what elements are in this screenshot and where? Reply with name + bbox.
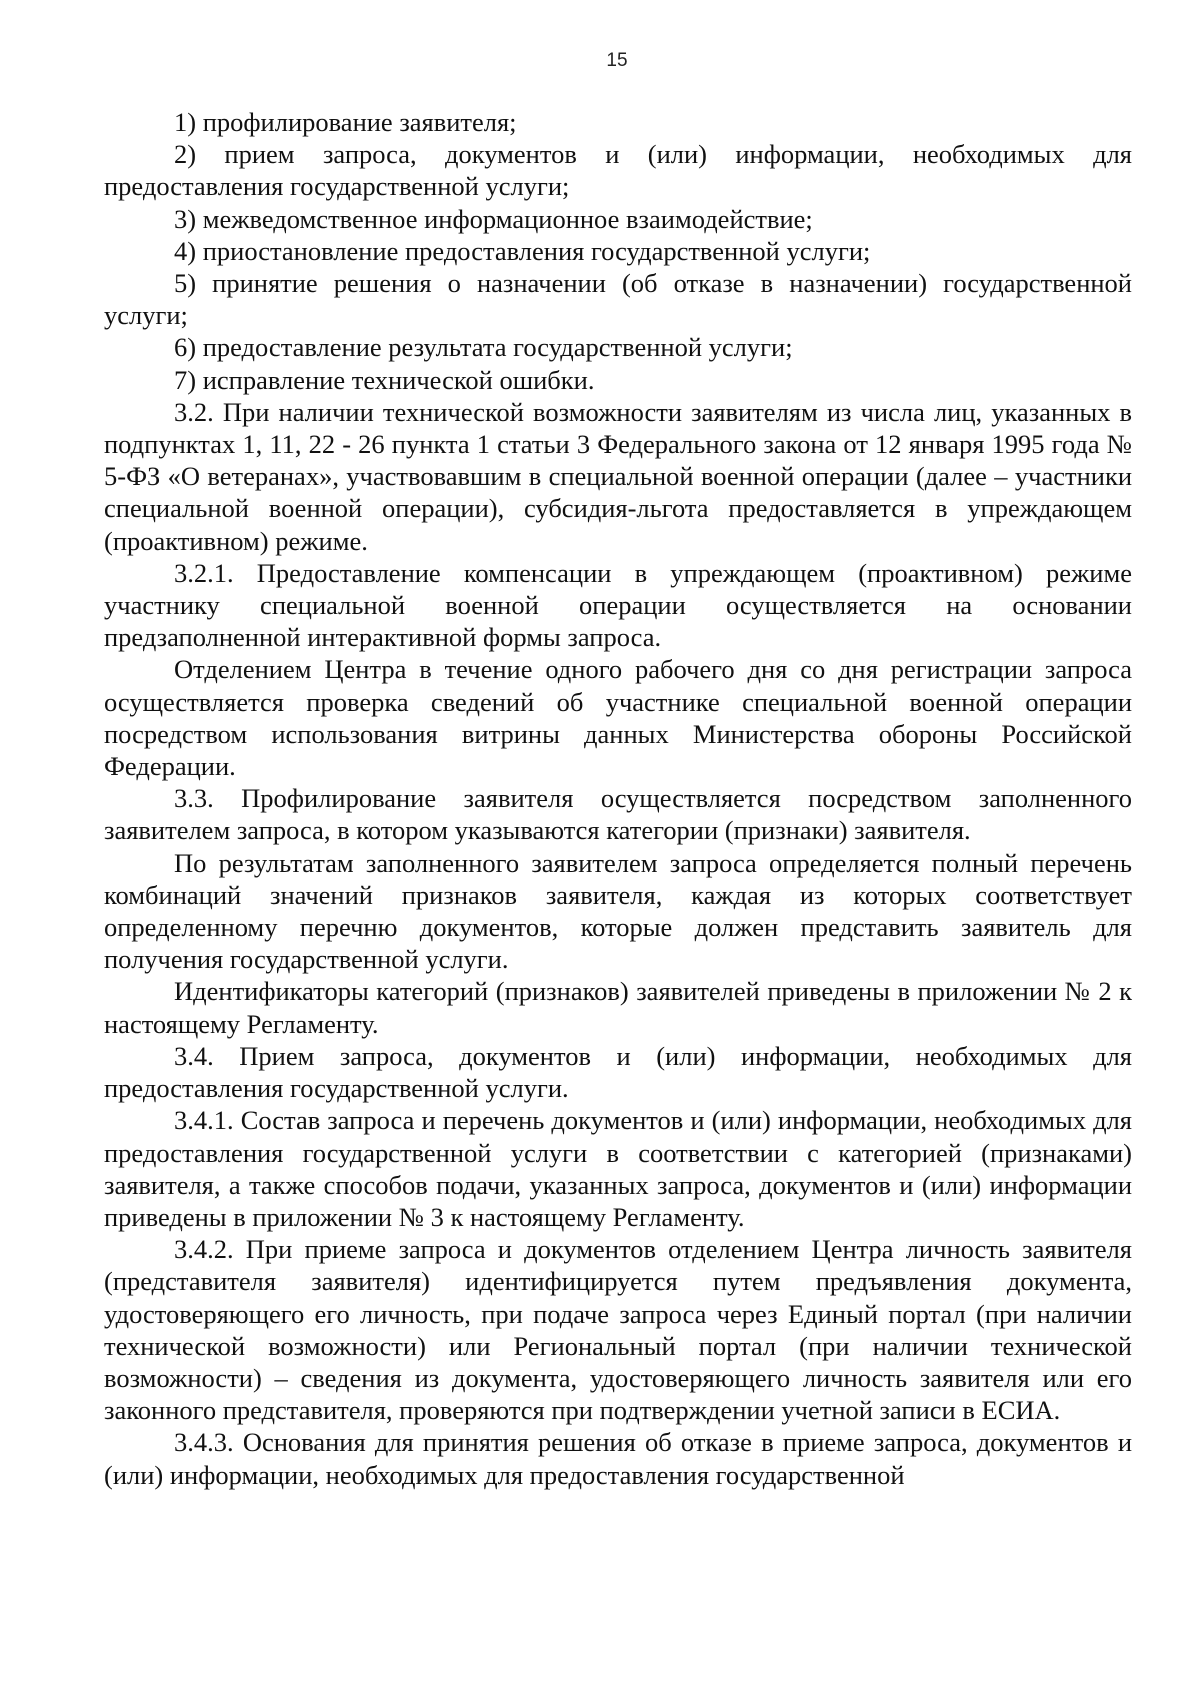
paragraph-item-4: 4) приостановление предоставления государственной услуги;	[174, 235, 871, 266]
page-number: 15	[606, 50, 628, 71]
paragraph-item-5: 5) принятие решения о назначении (об отказе в назначении) государственной услуги;	[104, 268, 1132, 331]
paragraph-3-2-1: 3.2.1. Предоставление компенсации в упреждающем (проактивном) режиме участнику специальной военной операции осуществляется на основании предзаполненной интерактивной формы запроса.	[104, 557, 1132, 653]
paragraph-3-3: 3.3. Профилирование заявителя осуществляется посредством заполненного заявителем запроса, в котором указываются категории (признаки) заявителя.	[104, 783, 1132, 846]
paragraph-item-2: 2) прием запроса, документов и (или) информации, необходимых для предоставления государственной услуги;	[104, 139, 1132, 202]
paragraph-item-3: 3) межведомственное информационное взаимодействие;	[174, 203, 813, 234]
paragraph-3-4-1: 3.4.1. Состав запроса и перечень документов и (или) информации, необходимых для предоставления государственной услуги в соответствии с категорией (признаками) заявителя, а также способов подачи, указанных запроса, документов и (или) информации приведены в приложении № 3 к настоящему Регламенту.	[104, 1105, 1132, 1232]
paragraph-3-4-2: 3.4.2. При приеме запроса и документов отделением Центра личность заявителя (представителя заявителя) идентифицируется путем предъявления документа, удостоверяющего его личность, при подаче запроса через Единый портал (при наличии технической возможности) или Региональный портал (при наличии технической возможности) – сведения из документа, удостоверяющего личность заявителя или его законного представителя, проверяются при подтверждении учетной записи в ЕСИА.	[104, 1234, 1132, 1426]
document-body	[104, 106, 1132, 1491]
paragraph-item-1: 1) профилирование заявителя;	[174, 107, 517, 137]
paragraph-results: По результатам заполненного заявителем запроса определяется полный перечень комбинаций значений признаков заявителя, каждая из которых соответствует определенному перечню документов, которые должен представить заявитель для получения государственной услуги.	[104, 847, 1132, 975]
paragraph-item-7: 7) исправление технической ошибки.	[174, 364, 595, 395]
paragraph-3-4: 3.4. Прием запроса, документов и (или) информации, необходимых для предоставления государственной услуги.	[104, 1040, 1132, 1104]
paragraph-verification: Отделением Центра в течение одного рабочего дня со дня регистрации запроса осуществляется проверка сведений об участнике специальной военной операции посредством использования витрины данных Министерства обороны Российской Федерации.	[104, 654, 1132, 782]
paragraph-3-2: 3.2. При наличии технической возможности заявителям из числа лиц, указанных в подпунктах 1, 11, 22 - 26 пункта 1 статьи 3 Федерального закона от 12 января 1995 года № 5-ФЗ «О ветеранах», участвовавшим в специальной военной операции (далее – участники специальной военной операции), субсидия-льгота предоставляется в упреждающем (проактивном) режиме.	[104, 396, 1132, 556]
paragraph-identifiers: Идентификаторы категорий (признаков) заявителей приведены в приложении № 2 к настоящему Регламенту.	[104, 976, 1132, 1039]
paragraph-3-4-3: 3.4.3. Основания для принятия решения об отказе в приеме запроса, документов и (или) информации, необходимых для предоставления государственной	[104, 1427, 1132, 1490]
paragraph-item-6: 6) предоставление результата государственной услуги;	[174, 332, 793, 363]
